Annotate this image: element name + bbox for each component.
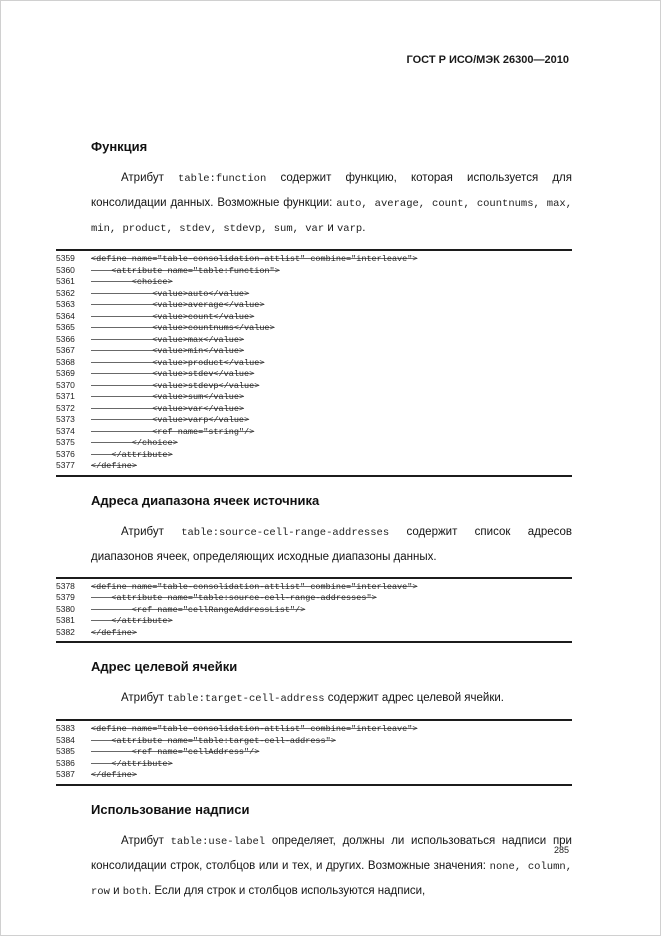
code-text: <attribute name="table:function"> [91,265,280,276]
code-line [56,288,572,300]
code-text: <value>countnums</value> [91,323,275,333]
text-run: . Если для строк и столбцов используются надписи, [147,884,426,897]
inline-code: both [122,885,148,898]
document-content [56,139,572,912]
code-line [56,604,572,616]
text-run: Атрибут [121,834,171,847]
text-run: содержит адрес целевой ячейки. [324,692,504,704]
code-text: <value>product</value> [91,357,265,368]
text-run: Атрибут [121,692,168,704]
code-line [56,746,572,758]
line-number: 5382 [56,626,75,637]
section-heading: Адрес целевой ячейки [91,659,238,674]
line-number: 5376 [56,448,75,459]
line-number: 5384 [56,734,75,745]
line-number: 5379 [56,592,75,602]
line-number: 5380 [56,603,75,614]
code-text: <value>average</value> [91,300,265,310]
line-number: 5386 [56,757,75,768]
inline-code: varp [336,223,363,235]
code-line [56,460,572,472]
code-block [56,249,572,477]
inline-code: table:source-cell-range-addresses [181,526,390,539]
code-text: <define name="table-consolidation-attlist" combine="interleave"> [91,724,418,734]
line-number: 5363 [56,299,75,309]
code-line [56,758,572,770]
line-number: 5383 [56,723,75,733]
code-text: </attribute> [91,616,173,626]
code-line [56,368,572,380]
line-number: 5375 [56,437,75,447]
line-number: 5361 [56,276,75,286]
code-line [56,380,572,392]
inline-code: table:target-cell-address [167,693,325,705]
code-text: </choice> [91,438,178,448]
page-header [407,54,570,66]
text-run: . [362,222,366,234]
section-heading: Адреса диапазона ячеек источника [91,492,320,508]
line-number: 5362 [56,287,75,298]
text-run: и [324,222,337,234]
line-number: 5368 [56,356,75,367]
code-text: <value>auto</value> [91,288,250,299]
text-run: Атрибут [121,172,179,184]
code-line [56,437,572,449]
line-number: 5373 [56,414,75,424]
code-line [56,449,572,461]
text-run: содержит список адресов диапазонов ячеек, определяющих исходные диапазоны данных. [91,525,572,563]
line-number: 5377 [56,460,75,470]
code-text: <value>max</value> [91,334,245,345]
code-line [56,311,572,323]
line-number: 5378 [56,580,75,591]
code-text: <ref name="cellRangeAddressList"/> [91,604,306,615]
line-number: 5387 [56,769,75,779]
code-line [56,299,572,311]
code-line [56,265,572,277]
code-text: <choice> [91,277,173,287]
page-footer [554,845,569,855]
code-text: <value>sum</value> [91,392,245,402]
code-text: </attribute> [91,758,173,769]
line-number: 5385 [56,746,75,756]
code-text: <define name="table-consolidation-attlist" combine="interleave"> [91,581,418,592]
inline-code: auto, average, count, countnums, max, min, product, stdev, stdevp, sum, var [91,198,572,235]
code-line [56,735,572,747]
line-number: 5359 [56,253,75,263]
code-text: <ref name="cellAddress"/> [91,747,260,757]
code-text: <value>var</value> [91,403,245,414]
code-line [56,592,572,604]
line-number: 5374 [56,425,75,436]
line-number: 5367 [56,345,75,355]
line-number: 5369 [56,368,75,378]
text-run: содержит функцию, которая используется для консолидации данных. Возможные функции: [91,172,572,209]
paragraph [91,520,572,569]
code-line [56,723,572,735]
paragraph [91,829,572,904]
page-number: 285 [553,845,569,855]
code-text: </define> [91,627,137,638]
section-heading: Использование надписи [91,801,250,817]
code-text: <value>count</value> [91,311,255,322]
code-line [56,322,572,334]
code-line [56,581,572,593]
code-line [56,769,572,781]
line-number: 5371 [56,391,75,401]
code-text: <value>stdev</value> [91,369,255,379]
code-text: <attribute name="table:source-cell-range-addresses"> [91,593,377,603]
code-line [56,414,572,426]
code-line [56,334,572,346]
code-block [56,577,572,644]
code-line [56,615,572,627]
code-line [56,253,572,265]
code-line [56,426,572,438]
code-text: </define> [91,461,137,471]
paragraph [91,686,572,711]
inline-code: none, column, row [91,860,572,898]
code-line [56,276,572,288]
code-line [56,391,572,403]
line-number: 5381 [56,615,75,625]
line-number: 5370 [56,379,75,390]
inline-code: table:use-label [170,835,266,848]
text-run: определяет, должны ли использоваться надписи при консолидации строк, столбцов или и тех, и других. Возможные значения: [91,834,572,872]
code-block [56,719,572,786]
code-line [56,627,572,639]
code-text: <define name="table-consolidation-attlist" combine="interleave"> [91,254,418,264]
inline-code: table:function [178,173,267,185]
code-line [56,403,572,415]
section-heading: Функция [91,139,148,154]
code-line [56,357,572,369]
code-text: <ref name="string"/> [91,426,255,437]
document-title: ГОСТ Р ИСО/МЭК 26300—2010 [406,54,569,66]
code-text: </define> [91,770,137,780]
text-run: и [109,884,123,897]
line-number: 5366 [56,333,75,344]
line-number: 5372 [56,402,75,413]
code-text: <value>varp</value> [91,415,250,425]
code-text: <attribute name="table:target-cell-address"> [91,735,336,746]
text-run: Атрибут [121,525,182,538]
line-number: 5365 [56,322,75,332]
code-text: </attribute> [91,449,173,460]
paragraph [91,166,572,241]
code-text: <value>min</value> [91,346,245,356]
code-line [56,345,572,357]
line-number: 5364 [56,310,75,321]
line-number: 5360 [56,264,75,275]
code-text: <value>stdevp</value> [91,380,260,391]
